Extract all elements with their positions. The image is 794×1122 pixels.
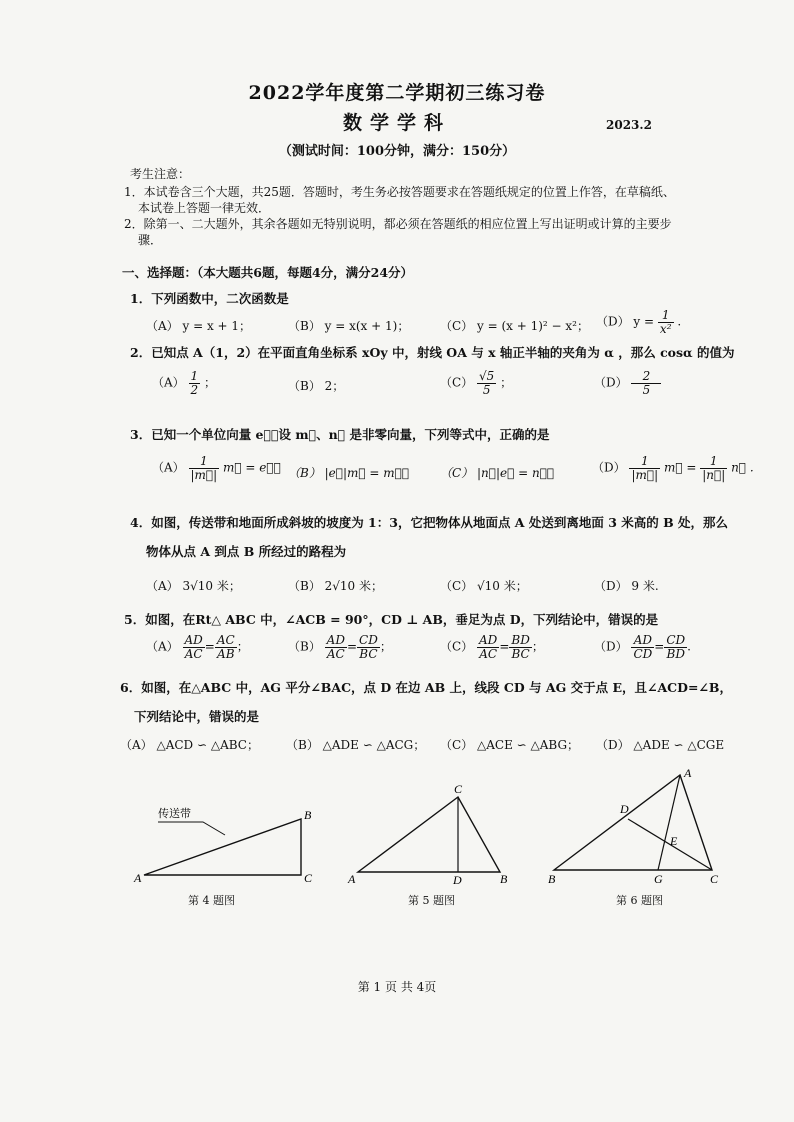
figure-4	[128, 798, 328, 894]
exam-duration: （测试时间：100分钟，满分：150分）	[278, 144, 516, 159]
q1-option-a: （A） y = x + 1；	[146, 319, 252, 333]
fig6-label-g: G	[654, 872, 663, 885]
note-1b: 本试卷上答题一律无效．	[138, 201, 271, 215]
q1-d-prefix: （D） y =	[596, 314, 655, 329]
fig5-label-c: C	[454, 782, 463, 796]
q1-option-c: （C） y = (x + 1)² − x²；	[440, 319, 589, 333]
q4-option-a: （A） 3√10 米；	[146, 579, 241, 593]
notes-heading: 考生注意：	[130, 167, 191, 181]
q3-option-a: （A） $\frac{1}{|m⃗|}$ m⃗ = e⃗；	[152, 454, 281, 482]
q6-option-c: （C） △ACE ∽ △ABG；	[440, 738, 580, 752]
fig4-label-b: B	[304, 808, 312, 822]
q6-option-b: （B） △ADE ∽ △ACG；	[286, 738, 426, 752]
fig5-label-a: A	[348, 872, 356, 886]
fig5-triangle	[358, 797, 500, 872]
q2-stem: 2．已知点 A（1，2）在平面直角坐标系 xOy 中，射线 OA 与 x 轴正半轴的夹角为 α ，那么 cosα 的值为	[130, 345, 735, 360]
q6-option-d: （D） △ADE ∽ △CGE	[596, 738, 725, 752]
q5-option-c: （C） $\frac{AD}{AC}$ = $\frac{BD}{BC}$ ；	[440, 633, 544, 661]
q3-option-b: （B） |e⃗|m⃗ = m⃗；	[288, 466, 410, 480]
note-2b: 骤．	[138, 233, 163, 247]
fig5-label-b: B	[500, 872, 508, 886]
q1-d-fraction: $\frac{1}{\text{x²}}$	[659, 308, 672, 336]
subject-title: 数学学科	[342, 112, 451, 134]
q3-stem: 3．已知一个单位向量 e⃗，设 m⃗、n⃗ 是非零向量，下列等式中，正确的是	[130, 427, 550, 442]
q6-stem-line1: 6．如图，在△ABC 中，AG 平分∠BAC，点 D 在边 AB 上，线段 CD 与 AG 交于点 E，且∠ACD=∠B，	[120, 680, 732, 695]
fig6-label-c: C	[710, 872, 719, 885]
q2-option-d: （D） $\frac{2}{5}$	[594, 370, 661, 396]
fig5-label-d: D	[453, 873, 462, 887]
section-1-title: 一、选择题：（本大题共6题，每题4分，满分24分）	[122, 265, 414, 280]
q5-option-d: （D） $\frac{AD}{CD}$ = $\frac{CD}{BD}$ .	[594, 633, 691, 661]
q2-option-a: （A） $\frac{1}{2}$ ；	[152, 369, 216, 397]
q1-stem: 1．下列函数中，二次函数是	[130, 291, 289, 306]
fig4-triangle	[144, 819, 301, 875]
exam-date: 2023.2	[606, 118, 652, 132]
fig6-label-a: A	[684, 766, 692, 780]
q4-option-b: （B） 2√10 米；	[288, 579, 383, 593]
q6-stem-line2: 下列结论中，错误的是	[134, 709, 260, 724]
fig6-label-e: E	[670, 834, 678, 848]
fig4-belt-pointer	[158, 822, 225, 835]
q4-option-c: （C） √10 米；	[440, 579, 528, 593]
q1-option-d: （D） y = $\frac{1}{\text{x²}}$ .	[596, 308, 682, 336]
figure-5	[342, 782, 522, 890]
q5-stem: 5．如图，在Rt△ ABC 中，∠ACB = 90°，CD ⊥ AB，垂足为点 D，下列结论中，错误的是	[124, 612, 659, 627]
fig6-label-b: B	[548, 872, 556, 885]
fig4-belt-label: 传送带	[158, 807, 191, 820]
q6-option-a: （A） △ACD ∽ △ABC；	[120, 738, 259, 752]
q4-stem-line2: 物体从点 A 到点 B 所经过的路程为	[146, 544, 347, 559]
q4-stem-line1: 4．如图，传送带和地面所成斜坡的坡度为 1：3，它把物体从地面点 A 处送到离地面 3 米高的 B 处，那么	[130, 515, 729, 530]
fig5-caption: 第 5 题图	[408, 894, 455, 907]
fig4-label-a: A	[134, 871, 142, 885]
q4-option-d: （D） 9 米.	[594, 579, 659, 593]
q1-option-b: （B） y = x(x + 1)；	[288, 319, 410, 333]
note-1a: 1．本试卷含三个大题，共25题．答题时，考生务必按答题要求在答题纸规定的位置上作答，在草稿纸、	[124, 185, 675, 199]
q2-option-c: （C） $\frac{√5}{5}$ ；	[440, 369, 513, 397]
fig6-label-d: D	[620, 802, 629, 816]
q3-option-d: （D） $\frac{1}{|m⃗|}$ m⃗ = $\frac{1}{|n⃗|}$ n⃗ .	[592, 454, 754, 482]
figure-6	[544, 765, 724, 885]
note-2a: 2．除第一、二大题外，其余各题如无特别说明，都必须在答题纸的相应位置上写出证明或计算的主要步	[124, 217, 672, 231]
q5-option-b: （B） $\frac{AD}{AC}$ = $\frac{CD}{BC}$ ；	[288, 633, 392, 661]
fig4-label-c: C	[304, 871, 313, 885]
exam-title: 2022学年度第二学期初三练习卷	[248, 82, 546, 104]
fig6-caption: 第 6 题图	[616, 894, 663, 907]
q5-option-a: （A） $\frac{AD}{AC}$ = $\frac{AC}{AB}$ ；	[146, 633, 249, 661]
fig4-caption: 第 4 题图	[188, 894, 235, 907]
q2-option-b: （B） 2；	[288, 379, 345, 393]
q3-option-c: （C） |n⃗|e⃗ = n⃗；	[440, 466, 555, 480]
page-footer: 第 1 页 共 4页	[357, 980, 437, 994]
